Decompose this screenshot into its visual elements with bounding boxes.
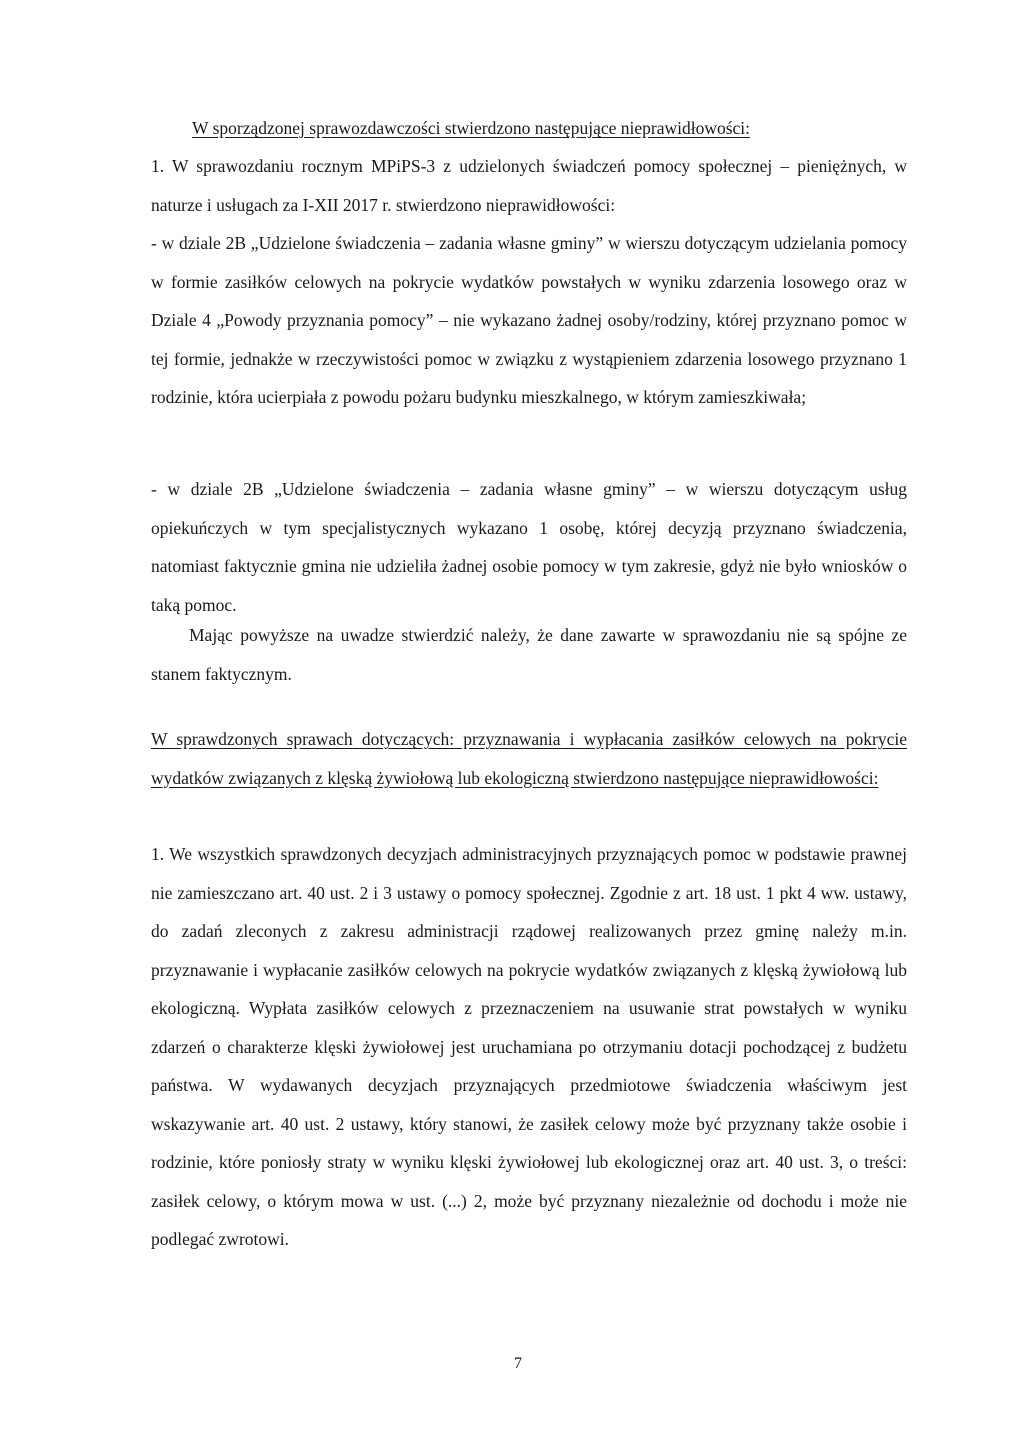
benefits-item-1: 1. We wszystkich sprawdzonych decyzjach administracyjnych przyznających pomoc w podstawie prawnej nie zamieszczano art. 40 ust. 2 i 3 ustawy o pomocy społecznej. Zgodnie z art. 18 ust. 1 pkt 4 ww. ustawy, do zadań zleconych z zakresu administracji rządowej realizowanych przez gminę należy m.in. przyznawanie i wypłacanie zasiłków celowych na pokrycie wydatków związanych z klęską żywiołową lub ekologiczną. Wypłata zasiłków celowych z przeznaczeniem na usuwanie strat powstałych w wyniku zdarzeń o charakterze klęski żywiołowej jest uruchamiana po otrzymaniu dotacji pochodzącej z budżetu państwa. W wydawanych decyzjach przyznających przedmiotowe świadczenia właściwym jest wskazywanie art. 40 ust. 2 ustawy, który stanowi, że zasiłek celowy może być przyznany także osobie i rodzinie, które poniosły straty w wyniku klęski żywiołowej lub ekologicznej oraz art. 40 ust. 3, o treści: zasiłek celowy, o którym mowa w ust. (...) 2, może być przyznany niezależnie od dochodu i może nie podlegać zwrotowi. <box>151 844 907 1249</box>
section-heading-reporting: W sporządzonej sprawozdawczości stwierdzono następujące nieprawidłowości: <box>192 118 751 138</box>
reporting-conclusion: Mając powyższe na uwadze stwierdzić należy, że dane zawarte w sprawozdaniu nie są spójne ze stanem faktycznym. <box>151 625 907 684</box>
reporting-item-1: 1. W sprawozdaniu rocznym MPiPS-3 z udzielonych świadczeń pomocy społecznej – pieniężnych, w naturze i usługach za I-XII 2017 r. stwierdzono nieprawidłowości: <box>151 156 907 215</box>
section-heading-benefits: W sprawdzonych sprawach dotyczących: przyznawania i wypłacania zasiłków celowych na pokrycie wydatków związanych z klęską żywiołową lub ekologiczną stwierdzono następujące nieprawidłowości: <box>151 729 907 788</box>
page-number: 7 <box>514 1355 522 1372</box>
reporting-bullet-1: - w dziale 2B „Udzielone świadczenia – zadania własne gminy” w wierszu dotyczącym udzielania pomocy w formie zasiłków celowych na pokrycie wydatków powstałych w wyniku zdarzenia losowego oraz w Dziale 4 „Powody przyznania pomocy” – nie wykazano żadnej osoby/rodziny, której przyznano pomoc w tej formie, jednakże w rzeczywistości pomoc w związku z wystąpieniem zdarzenia losowego przyznano 1 rodzinie, która ucierpiała z powodu pożaru budynku mieszkalnego, w którym zamieszkiwała; <box>151 233 907 407</box>
reporting-bullet-2: - w dziale 2B „Udzielone świadczenia – zadania własne gminy” – w wierszu dotyczącym usług opiekuńczych w tym specjalistycznych wykazano 1 osobę, której decyzją przyznano świadczenia, natomiast faktycznie gmina nie udzieliła żadnej osobie pomocy w tym zakresie, gdyż nie było wniosków o taką pomoc. <box>151 479 907 615</box>
